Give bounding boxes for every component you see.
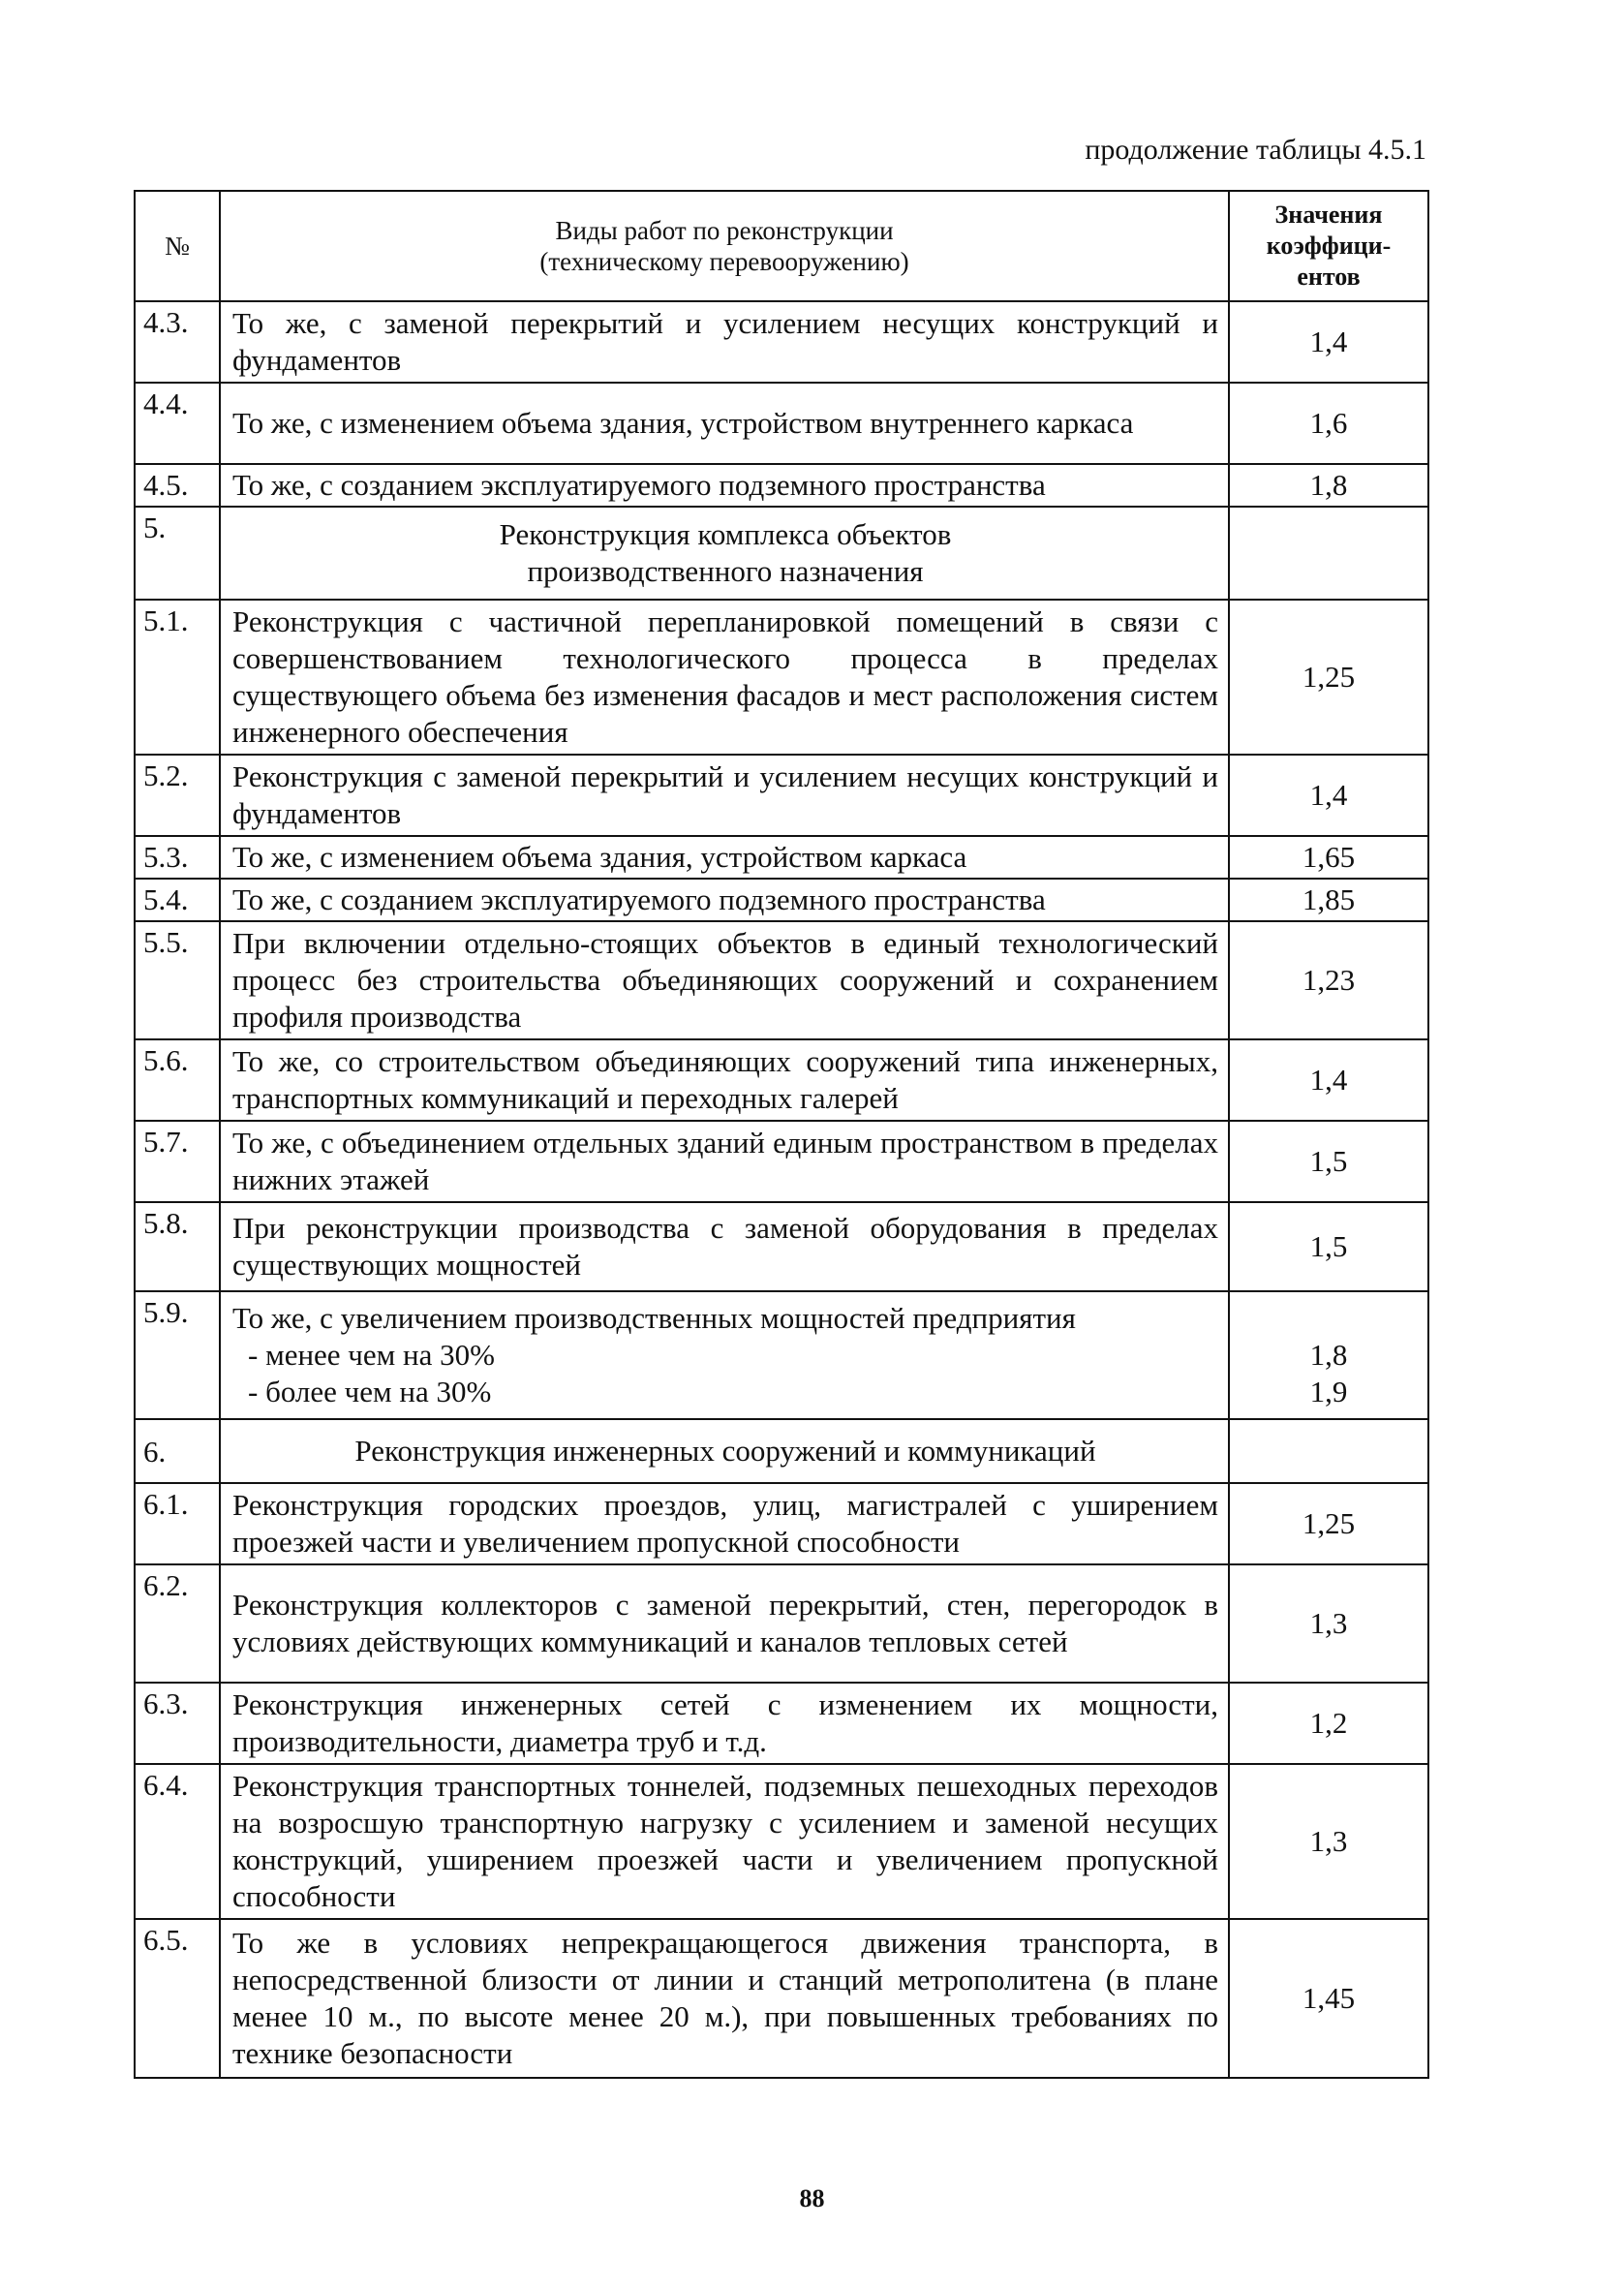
row-value: 1,23 (1229, 921, 1428, 1039)
row-number: 5.6. (135, 1039, 220, 1121)
table-row (135, 1764, 1428, 1919)
table-row (135, 1919, 1428, 2078)
row-number: 6.1. (135, 1483, 220, 1564)
section-title-line2: производственного назначения (527, 554, 924, 588)
row-value: 1,45 (1229, 1919, 1428, 2078)
row-value: 1,65 (1229, 836, 1428, 879)
section-title-line1: Реконструкция комплекса объектов (499, 517, 952, 551)
table-row (135, 1683, 1428, 1764)
row-value: 1,4 (1229, 1039, 1428, 1121)
row-description-main: То же, с увеличением производственных мощностей предприятия (232, 1301, 1076, 1335)
row-value (1229, 1419, 1428, 1483)
row-description: То же, с созданием эксплуатируемого подземного пространства (220, 879, 1229, 921)
row-description: Реконструкция коллекторов с заменой перекрытий, стен, перегородок в условиях действующих коммуникаций и каналов тепловых сетей (220, 1564, 1229, 1683)
table-continuation-caption: продолжение таблицы 4.5.1 (1085, 134, 1426, 166)
header-work-types (220, 191, 1229, 301)
row-value: 1,6 (1229, 383, 1428, 464)
row-description: Реконструкция инженерных сетей с изменением их мощности, производительности, диаметра труб и т.д. (220, 1683, 1229, 1764)
row-value: 1,25 (1229, 1483, 1428, 1564)
table-row (135, 1121, 1428, 1202)
table-row (135, 383, 1428, 464)
section-title: Реконструкция инженерных сооружений и коммуникаций (220, 1419, 1229, 1483)
row-value: 1,3 (1229, 1564, 1428, 1683)
row-description: То же, с изменением объема здания, устройством каркаса (220, 836, 1229, 879)
row-value: 1,5 (1229, 1202, 1428, 1291)
row-number: 6. (135, 1419, 220, 1483)
row-number: 6.3. (135, 1683, 220, 1764)
row-number: 6.5. (135, 1919, 220, 2078)
table-row (135, 1291, 1428, 1419)
row-number: 5.2. (135, 755, 220, 836)
header-work-types-line1: Виды работ по реконструкции (555, 216, 894, 245)
row-description: Реконструкция с заменой перекрытий и усилением несущих конструкций и фундаментов (220, 755, 1229, 836)
table-row (135, 600, 1428, 755)
row-number: 5. (135, 507, 220, 600)
row-description: То же в условиях непрекращающегося движения транспорта, в непосредственной близости от линии и станций метрополитена (в плане менее 10 м., по высоте менее 20 м.), при повышенных требованиях по технике безопасности (220, 1919, 1229, 2078)
row-description: При включении отдельно-стоящих объектов в единый технологический процесс без строительства объединяющих сооружений и сохранением профиля производства (220, 921, 1229, 1039)
row-value: 1,8 (1229, 464, 1428, 507)
table-row (135, 1202, 1428, 1291)
row-number: 6.2. (135, 1564, 220, 1683)
row-value: 1,4 (1229, 755, 1428, 836)
header-coefficient-values: Значения коэффици-ентов (1229, 191, 1428, 301)
row-number: 5.3. (135, 836, 220, 879)
header-number: № (135, 191, 220, 301)
row-description: Реконструкция городских проездов, улиц, магистралей с уширением проезжей части и увеличением пропускной способности (220, 1483, 1229, 1564)
table-row (135, 921, 1428, 1039)
row-value-subitem: 1,8 (1309, 1338, 1348, 1372)
row-description: То же, с изменением объема здания, устройством внутреннего каркаса (220, 383, 1229, 464)
row-description: То же, с заменой перекрытий и усилением несущих конструкций и фундаментов (220, 301, 1229, 383)
table-row (135, 836, 1428, 879)
row-description: При реконструкции производства с заменой оборудования в пределах существующих мощностей (220, 1202, 1229, 1291)
row-value: 1,25 (1229, 600, 1428, 755)
table-row (135, 1564, 1428, 1683)
row-value-subitem: 1,9 (1309, 1375, 1348, 1408)
section-row (135, 1419, 1428, 1483)
row-description: То же, с созданием эксплуатируемого подземного пространства (220, 464, 1229, 507)
table-row (135, 1483, 1428, 1564)
row-number: 5.7. (135, 1121, 220, 1202)
row-description: Реконструкция с частичной перепланировкой помещений в связи с совершенствованием технологического процесса в пределах существующего объема без изменения фасадов и мест расположения систем инженерного обеспечения (220, 600, 1229, 755)
row-number: 5.5. (135, 921, 220, 1039)
row-number: 4.5. (135, 464, 220, 507)
table-header-row (135, 191, 1428, 301)
table-row (135, 464, 1428, 507)
page-number: 88 (799, 2184, 825, 2212)
header-work-types-line2: (техническому перевооружению) (539, 247, 909, 276)
table-row (135, 301, 1428, 383)
row-number: 4.4. (135, 383, 220, 464)
section-title (220, 507, 1229, 600)
row-value (1229, 1291, 1428, 1419)
row-number: 5.1. (135, 600, 220, 755)
row-description-subitem: - более чем на 30% (248, 1375, 492, 1408)
row-value: 1,3 (1229, 1764, 1428, 1919)
row-number: 5.9. (135, 1291, 220, 1419)
row-description: Реконструкция транспортных тоннелей, подземных пешеходных переходов на возросшую транспортную нагрузку с усилением и заменой несущих конструкций, уширением проезжей части и увеличением пропускной способности (220, 1764, 1229, 1919)
row-description-subitem: - менее чем на 30% (248, 1338, 495, 1372)
row-value: 1,4 (1229, 301, 1428, 383)
section-row (135, 507, 1428, 600)
row-number: 4.3. (135, 301, 220, 383)
table-row (135, 755, 1428, 836)
row-value: 1,5 (1229, 1121, 1428, 1202)
row-description: То же, со строительством объединяющих сооружений типа инженерных, транспортных коммуникаций и переходных галерей (220, 1039, 1229, 1121)
row-description (220, 1291, 1229, 1419)
row-value (1229, 507, 1428, 600)
row-value: 1,85 (1229, 879, 1428, 921)
row-number: 5.4. (135, 879, 220, 921)
row-number: 6.4. (135, 1764, 220, 1919)
coefficients-table (134, 190, 1429, 2079)
row-value: 1,2 (1229, 1683, 1428, 1764)
table-row (135, 1039, 1428, 1121)
row-description: То же, с объединением отдельных зданий единым пространством в пределах нижних этажей (220, 1121, 1229, 1202)
row-number: 5.8. (135, 1202, 220, 1291)
table-row (135, 879, 1428, 921)
